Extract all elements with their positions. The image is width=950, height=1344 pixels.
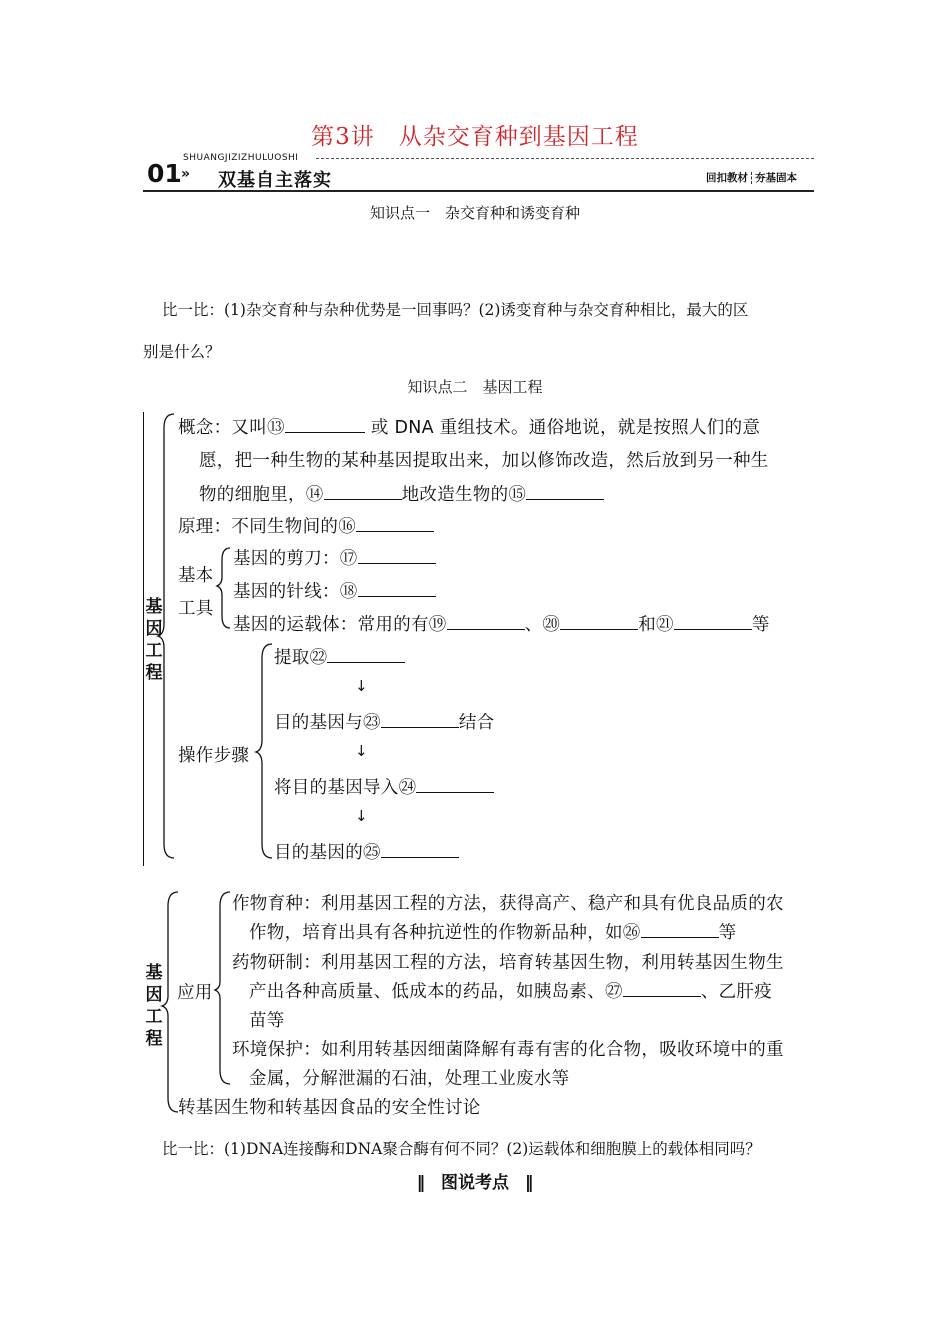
step-2-text-b: 结合 [458, 713, 495, 733]
tools-label-1: 基本 [178, 566, 214, 586]
section-number: 01 [147, 159, 182, 188]
concept-text-b: 或 DNA 重组技术。通俗地说，就是按照人们的意 [370, 418, 761, 438]
carrier-text-c: 和㉑ [638, 615, 674, 635]
brace-apply [215, 892, 230, 1084]
section-title: 双基自主落实 [218, 170, 332, 191]
carrier-text-a: 基因的运载体：常用的有⑲ [233, 615, 447, 635]
env-line-2: 金属，分解泄漏的石油，处理工业废水等 [249, 1069, 570, 1089]
drug-line-2 [249, 978, 772, 1003]
footer-bar-right: ‖ [524, 1173, 534, 1193]
diagram-1-label: 基因工程 [145, 597, 163, 683]
compare-1-line-2: 别是什么？ [143, 343, 221, 361]
footer-heading [0, 1168, 950, 1193]
compare-1-line-1: 比一比：(1)杂交育种与杂种优势是一回事吗？(2)诱变育种与杂交育种相比，最大的区 [162, 301, 749, 319]
knowledge-point-1: 知识点一 杂交育种和诱变育种 [369, 204, 580, 222]
concept-text-d: 地改造生物的⑮ [401, 485, 527, 505]
env-line-1: 环境保护：如利用转基因细菌降解有毒有害的化合物，吸收环境中的重 [232, 1040, 784, 1060]
crop-line-2 [249, 919, 736, 944]
steps-label: 操作步骤 [178, 746, 250, 766]
footer-bar-left: ‖ [416, 1173, 426, 1193]
drug-text-b: 、乙肝疫 [700, 982, 773, 1002]
concept-text-a: 概念：又叫⑬ [178, 418, 285, 438]
section-arrow-icon: » [181, 166, 191, 182]
concept-text-c: 物的细胞里，⑭ [199, 485, 324, 505]
drug-text-a: 产出各种高质量、低成本的药品，如胰岛素、㉗ [249, 982, 623, 1002]
blank-26[interactable] [641, 920, 719, 938]
knowledge-point-2: 知识点二 基因工程 [407, 378, 543, 396]
compare-2: 比一比：(1)DNA连接酶和DNA聚合酶有何不同？(2)运载体和细胞膜上的载体相同吗？ [162, 1140, 761, 1158]
carrier-text-b: 、⑳ [524, 615, 561, 635]
safety-line: 转基因生物和转基因食品的安全性讨论 [178, 1098, 481, 1118]
down-arrow-icon: ↓ [355, 807, 368, 825]
down-arrow-icon: ↓ [355, 742, 368, 760]
carrier-text-d: 等 [751, 615, 770, 635]
page-title: 第3讲 从杂交育种到基因工程 [311, 124, 639, 150]
step-1-text: 提取㉒ [274, 648, 328, 668]
diagram-2-label: 基因工程 [145, 963, 163, 1049]
needle-text: 基因的针线：⑱ [233, 582, 358, 602]
step-3-text: 将目的基因导入㉔ [274, 778, 417, 798]
step-4-text: 目的基因的㉕ [274, 843, 381, 863]
section-tag-b: 夯基固本 [755, 172, 797, 184]
crop-text-b: 等 [718, 923, 737, 943]
concept-line-2: 愿，把一种生物的某种基因提取出来，加以修饰改造，然后放到另一种生 [199, 451, 769, 471]
drug-line-3: 苗等 [249, 1011, 285, 1031]
footer-text: 图说考点 [441, 1173, 509, 1193]
blank-27[interactable] [623, 979, 701, 997]
down-arrow-icon: ↓ [355, 677, 368, 695]
section-tag-a: 回扣教材 [706, 172, 748, 184]
scissors-text: 基因的剪刀：⑰ [233, 549, 358, 569]
drug-line-1: 药物研制：利用基因工程的方法，培育转基因生物，利用转基因生物生 [232, 953, 784, 973]
tools-label-2: 工具 [178, 599, 214, 619]
crop-line-1: 作物育种：利用基因工程的方法，获得高产、稳产和具有优良品质的农 [232, 894, 784, 914]
crop-text-a: 作物，培育出具有各种抗逆性的作物新品种，如㉖ [249, 923, 641, 943]
brace-outer [162, 892, 178, 1112]
step-2-text-a: 目的基因与㉓ [274, 713, 381, 733]
section-pinyin: SHUANGJIZIZHULUOSHI [183, 153, 299, 163]
apply-label: 应用 [177, 983, 213, 1003]
principle-text: 原理：不同生物间的⑯ [178, 517, 356, 537]
